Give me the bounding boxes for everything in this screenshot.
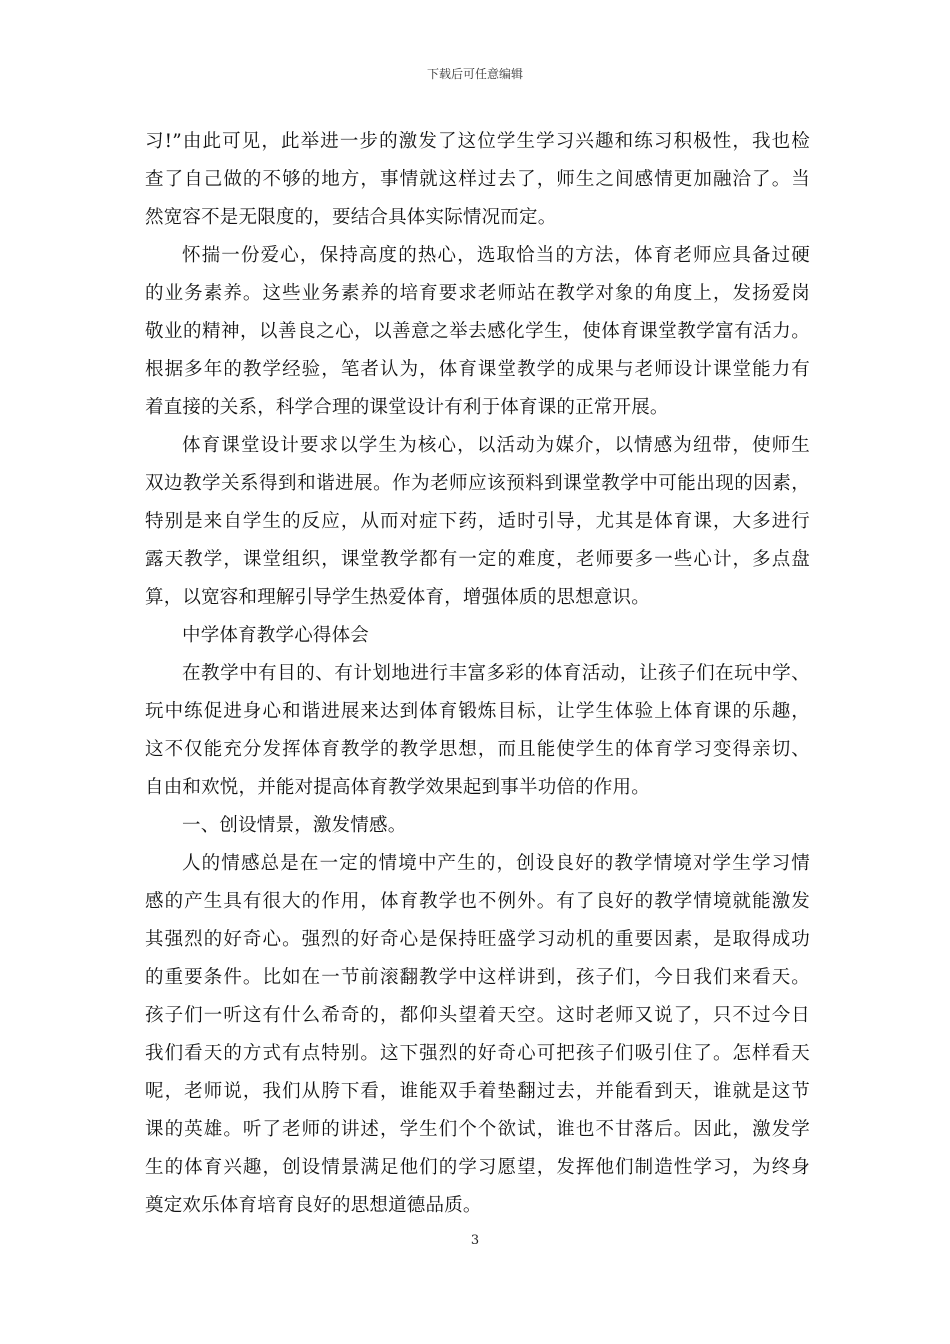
text-line: 露天教学，课堂组织，课堂教学都有一定的难度，老师要多一些心计，多点盘 — [145, 549, 810, 570]
text-line: 的重要条件。比如在一节前滚翻教学中这样讲到，孩子们，今日我们来看天。 — [145, 967, 810, 988]
text-line: 玩中练促进身心和谐进展来达到体育锻炼目标，让学生体验上体育课的乐趣， — [145, 701, 810, 722]
text-line: 感的产生具有很大的作用，体育教学也不例外。有了良好的教学情境就能激发 — [145, 891, 810, 912]
text-line: 我们看天的方式有点特别。这下强烈的好奇心可把孩子们吸引住了。怎样看天 — [145, 1043, 810, 1064]
page-number: 3 — [470, 1233, 480, 1248]
text-line: 中学体育教学心得体会 — [182, 625, 370, 646]
text-line: 奠定欢乐体育培育良好的思想道德品质。 — [145, 1195, 482, 1216]
text-line: 根据多年的教学经验，笔者认为，体育课堂教学的成果与老师设计课堂能力有 — [145, 359, 810, 380]
text-line: 体育课堂设计要求以学生为核心，以活动为媒介，以情感为纽带，使师生 — [182, 435, 810, 456]
text-line: 着直接的关系，科学合理的课堂设计有利于体育课的正常开展。 — [145, 397, 669, 418]
text-line: 的业务素养。这些业务素养的培育要求老师站在教学对象的角度上，发扬爱岗 — [145, 283, 810, 304]
text-line: 呢，老师说，我们从胯下看，谁能双手着垫翻过去，并能看到天，谁就是这节 — [145, 1081, 810, 1102]
text-line: 特别是来自学生的反应，从而对症下药，适时引导，尤其是体育课，大多进行 — [145, 511, 810, 532]
text-line: 查了自己做的不够的地方，事情就这样过去了，师生之间感情更加融洽了。当 — [145, 169, 810, 190]
text-line: 怀揣一份爱心，保持高度的热心，选取恰当的方法，体育老师应具备过硬 — [182, 245, 810, 266]
text-line: 人的情感总是在一定的情境中产生的，创设良好的教学情境对学生学习情 — [182, 853, 810, 874]
text-line: 双边教学关系得到和谐进展。作为老师应该预料到课堂教学中可能出现的因素， — [145, 473, 810, 494]
header-text: 下载后可任意编辑 — [426, 67, 523, 81]
text-line: 在教学中有目的、有计划地进行丰富多彩的体育活动，让孩子们在玩中学、 — [182, 663, 810, 684]
text-line: 生的体育兴趣，创设情景满足他们的学习愿望，发挥他们制造性学习，为终身 — [145, 1157, 810, 1178]
text-line: 然宽容不是无限度的，要结合具体实际情况而定。 — [145, 207, 557, 228]
text-line: 习!”由此可见，此举进一步的激发了这位学生学习兴趣和练习积极性，我也检 — [145, 131, 810, 152]
page-footer — [0, 1233, 950, 1249]
text-line: 一、创设情景，激发情感。 — [182, 815, 407, 836]
text-line: 这不仅能充分发挥体育教学的教学思想，而且能使学生的体育学习变得亲切、 — [145, 739, 810, 760]
text-line: 孩子们一听这有什么希奇的，都仰头望着天空。这时老师又说了，只不过今日 — [145, 1005, 810, 1026]
document-body — [145, 123, 810, 1225]
text-line: 自由和欢悦，并能对提高体育教学效果起到事半功倍的作用。 — [145, 777, 650, 798]
text-line: 课的英雄。听了老师的讲述，学生们个个欲试，谁也不甘落后。因此，激发学 — [145, 1119, 810, 1140]
text-line: 敬业的精神，以善良之心，以善意之举去感化学生，使体育课堂教学富有活力。 — [145, 321, 810, 342]
text-line: 算，以宽容和理解引导学生热爱体育，增强体质的思想意识。 — [145, 587, 650, 608]
page-header — [0, 66, 950, 82]
text-line: 其强烈的好奇心。强烈的好奇心是保持旺盛学习动机的重要因素，是取得成功 — [145, 929, 810, 950]
